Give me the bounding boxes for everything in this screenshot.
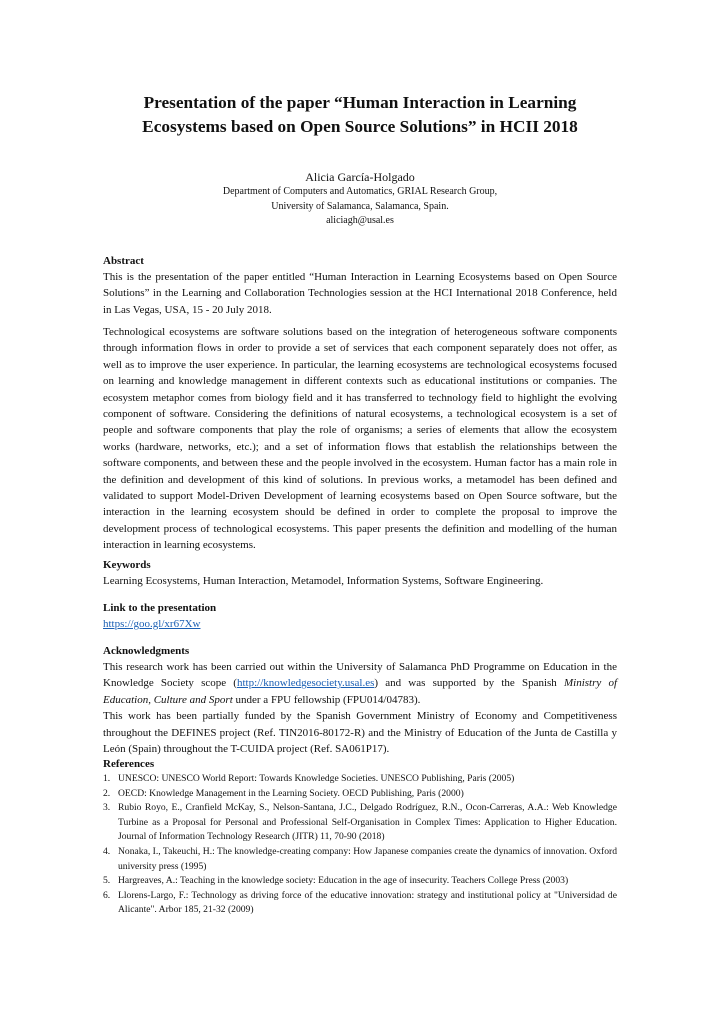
ack-text-2: ) and was supported by the Spanish	[374, 677, 564, 690]
reference-item	[103, 874, 617, 889]
presentation-link[interactable]: https://goo.gl/xr67Xw	[103, 618, 201, 630]
reference-text: Rubio Royo, E., Cranfield McKay, S., Nelson-Santana, J.C., Delgado Rodríguez, R.N., Ocon-Carreras, A.A.: Web Knowledge Turbine as a Proposal for Personal and Professional Self-Organisation in Complex Times: Application to Higher Education. Journal of Information Technology Research (JITR) 11, 70-90 (2018)	[118, 802, 617, 843]
keywords-heading: Keywords	[103, 559, 151, 571]
abstract-paragraph-2: Technological ecosystems are software solutions based on the integration of heterogeneous software components through information flows in order to provide a set of services that each component separately does not offer, as well as to improve the user experience. In particular, the learning ecosystems are technological ecosystems focused on learning and knowledge management in different contexts such as educational institutions or companies. The ecosystem metaphor comes from biology field and it has transferred to technology field to highlight the evolving component of software. Considering the definitions of natural ecosystems, a technological ecosystem is a set of people and software components that play the role of organisms; a series of elements that allow the ecosystem works (hardware, networks, etc.); and a set of information flows that establish the relationships between the software components, and between these and the people involved in the ecosystem. Human factor has a main role in the definition and development of this kind of solutions. In previous works, a metamodel has been defined and validated to support Model-Driven Development of learning ecosystems based on Open Source software, but the interaction in the learning ecosystem should be defined in order to complete the proposal to improve the development process of technological ecosystems. This paper presents the definition and modelling of the human interaction in learning ecosystems.	[103, 326, 617, 552]
reference-text: Llorens-Largo, F.: Technology as driving force of the educative innovation: strategy and institutional policy at "Universidad de Alicante". Arbor 185, 21-32 (2009)	[118, 889, 617, 916]
acknowledgments-paragraph-1	[103, 659, 617, 708]
reference-item	[103, 889, 617, 918]
reference-item	[103, 787, 617, 802]
reference-number: 3.	[103, 802, 111, 814]
keywords-text: Learning Ecosystems, Human Interaction, Metamodel, Information Systems, Software Engineering.	[103, 575, 544, 587]
references-section	[103, 756, 617, 918]
reference-item	[103, 772, 617, 787]
presentation-heading: Link to the presentation	[103, 602, 217, 614]
reference-number: 1.	[103, 773, 111, 784]
affiliation	[103, 185, 617, 229]
reference-text: Nonaka, I., Takeuchi, H.: The knowledge-creating company: How Japanese companies create the dynamics of innovation. Oxford university press (1995)	[118, 845, 617, 872]
ack-comma: ,	[148, 693, 154, 706]
affiliation-university: University of Salamanca, Salamanca, Spain.	[271, 200, 449, 212]
reference-number: 2.	[103, 787, 111, 799]
author-email: aliciagh@usal.es	[326, 215, 394, 226]
ack-text-1: This research work has been carried out within the University of Salamanca PhD Programme on Education in the Knowledge Society scope (	[103, 661, 617, 690]
acknowledgments-heading: Acknowledgments	[103, 645, 190, 657]
affiliation-department: Department of Computers and Automatics, GRIAL Research Group,	[222, 186, 498, 197]
ack-text-3: under a FPU fellowship (FPU014/04783).	[232, 693, 421, 706]
abstract-paragraph-1: This is the presentation of the paper entitled “Human Interaction in Learning Ecosystems based on Open Source Solutions” in the Learning and Collaboration Technologies session at the HCI International 2018 Conference, held in Las Vegas, USA, 15 - 20 July 2018.	[103, 271, 617, 316]
references-list	[103, 772, 617, 918]
author-name: Alicia García-Holgado	[305, 170, 415, 184]
ack-ministry: Ministry of Education	[103, 677, 618, 706]
abstract-body	[103, 324, 617, 554]
acknowledgments-section	[103, 643, 617, 757]
reference-text: OECD: Knowledge Management in the Learning Society. OECD Publishing, Paris (2000)	[118, 787, 464, 799]
presentation-section	[103, 600, 617, 632]
reference-number: 5.	[103, 875, 111, 887]
paper-title: Presentation of the paper “Human Interaction in Learning Ecosystems based on Open Source Solutions” in HCII 2018	[142, 93, 578, 136]
abstract-heading: Abstract	[103, 255, 144, 267]
reference-number: 6.	[103, 889, 111, 901]
reference-text: UNESCO: UNESCO World Report: Towards Knowledge Societies. UNESCO Publishing, Paris (2005)	[118, 773, 515, 784]
acknowledgments-paragraph-2: This work has been partially funded by the Spanish Government Ministry of Economy and Competitiveness throughout the DEFINES project (Ref. TIN2016-80172-R) and the Ministry of Education of the Junta de Castilla y León (Spain) throughout the T-CUIDA project (Ref. SA061P17).	[103, 710, 617, 756]
reference-number: 4.	[103, 845, 111, 857]
knowledgesociety-link[interactable]: http://knowledgesociety.usal.es	[236, 677, 375, 690]
abstract-section	[103, 253, 617, 318]
reference-text: Hargreaves, A.: Teaching in the knowledge society: Education in the age of insecurity. Teachers College Press (2003)	[118, 875, 569, 887]
keywords-section	[103, 557, 617, 589]
ack-culture: Culture and Sport	[153, 693, 233, 706]
reference-item	[103, 801, 617, 845]
reference-item	[103, 845, 617, 874]
references-heading: References	[103, 758, 155, 770]
